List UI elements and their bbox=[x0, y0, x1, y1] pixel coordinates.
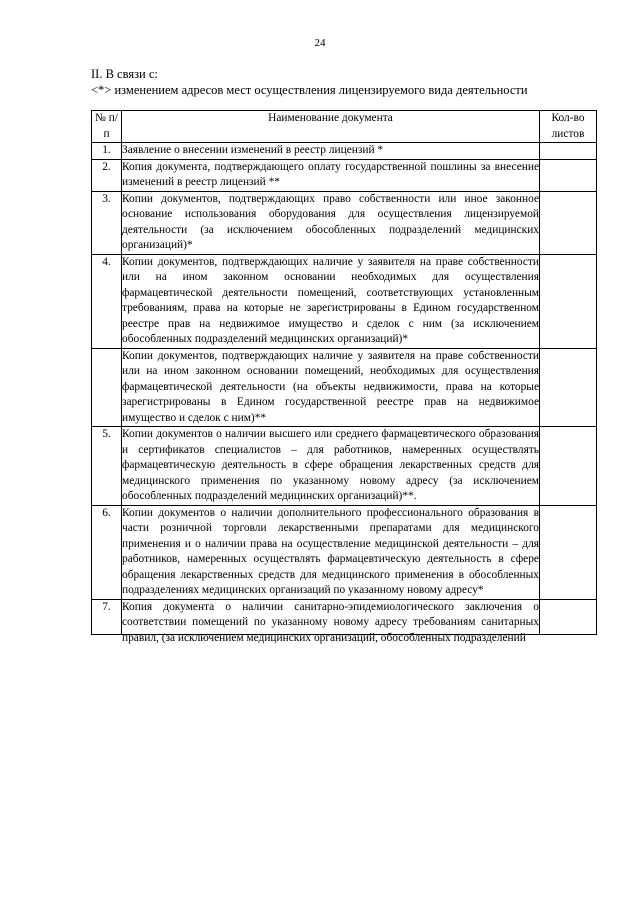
section-heading: II. В связи с: bbox=[91, 67, 158, 81]
table-row bbox=[92, 159, 597, 191]
row-number: 4. bbox=[92, 254, 122, 348]
table-row bbox=[92, 505, 597, 599]
row-document-name: Копии документов о наличии дополнительного профессионального образования в части розничной торговли лекарственными препаратами для медицинского применения и о наличии права на осуществление медицинской деятельности – для работников, намеренных осуществлять фармацевтическую деятельность в сфере обращения лекарственных средств для медицинского применения в обособленных подразделениях медицинских организаций по указанному новому адресу* bbox=[122, 505, 540, 599]
header-sheet-count: Кол-во листов bbox=[540, 111, 597, 143]
table-row bbox=[92, 254, 597, 348]
row-document-name-text: Копия документа о наличии санитарно-эпидемиологического заключения о соответствии помещений по указанному новому адресу требованиям санитарных правил, (за исключением медицинских организаций, обособленных подразделений bbox=[122, 600, 539, 644]
row-sheet-count bbox=[540, 505, 597, 599]
row-sheet-count bbox=[540, 191, 597, 254]
table-row bbox=[92, 599, 597, 634]
table-row bbox=[92, 143, 597, 160]
row-number: 3. bbox=[92, 191, 122, 254]
row-sheet-count bbox=[540, 348, 597, 427]
row-document-name: Копии документов, подтверждающих право собственности или иное законное основание использования оборудования для осуществления лицензируемой деятельности (за исключением обособленных подразделений медицинских организаций)* bbox=[122, 191, 540, 254]
table-header-row bbox=[92, 111, 597, 143]
table-row bbox=[92, 348, 597, 427]
row-number bbox=[92, 348, 122, 427]
row-number: 2. bbox=[92, 159, 122, 191]
row-document-name: Копия документа, подтверждающего оплату государственной пошлины за внесение изменений в реестр лицензий ** bbox=[122, 159, 540, 191]
row-number: 5. bbox=[92, 427, 122, 506]
header-number: № п/п bbox=[92, 111, 122, 143]
row-sheet-count bbox=[540, 159, 597, 191]
row-number: 7. bbox=[92, 599, 122, 634]
row-document-name: Копии документов, подтверждающих наличие у заявителя на праве собственности или на ином законном основании помещений, необходимых для осуществления фармацевтической деятельности (на объекты недвижимости, права на которые зарегистрированы в Едином государственной реестре прав на недвижимое имущество и сделок с ним)** bbox=[122, 348, 540, 427]
table-row bbox=[92, 427, 597, 506]
row-sheet-count bbox=[540, 427, 597, 506]
header-document-name: Наименование документа bbox=[122, 111, 540, 143]
row-document-name: Копии документов о наличии высшего или среднего фармацевтического образования и сертификатов специалистов – для работников, намеренных осуществлять фармацевтическую деятельность в сфере обращения лекарственных средств для медицинского применения по указанному новому адресу (за исключением обособленных подразделений медицинских организаций)**. bbox=[122, 427, 540, 506]
row-document-name bbox=[122, 599, 540, 644]
row-sheet-count bbox=[540, 143, 597, 160]
row-sheet-count bbox=[540, 254, 597, 348]
page-number: 24 bbox=[314, 37, 326, 49]
row-number: 1. bbox=[92, 143, 122, 160]
row-sheet-count bbox=[540, 599, 597, 634]
row-document-name: Копии документов, подтверждающих наличие у заявителя на праве собственности или на ином законном основании необходимых для осуществления фармацевтической деятельности помещений, соответствующих установленным требованиям, права на которые не зарегистрированы в Едином государственном реестре прав на недвижимое имущество и сделок с ним (за исключением обособленных подразделений медицинских организаций)* bbox=[122, 254, 540, 348]
table-row bbox=[92, 191, 597, 254]
row-number: 6. bbox=[92, 505, 122, 599]
documents-table bbox=[91, 110, 597, 644]
row-document-name: Заявление о внесении изменений в реестр лицензий * bbox=[122, 143, 540, 160]
section-subheading: <*> изменением адресов мест осуществления лицензируемого вида деятельности bbox=[91, 83, 528, 97]
